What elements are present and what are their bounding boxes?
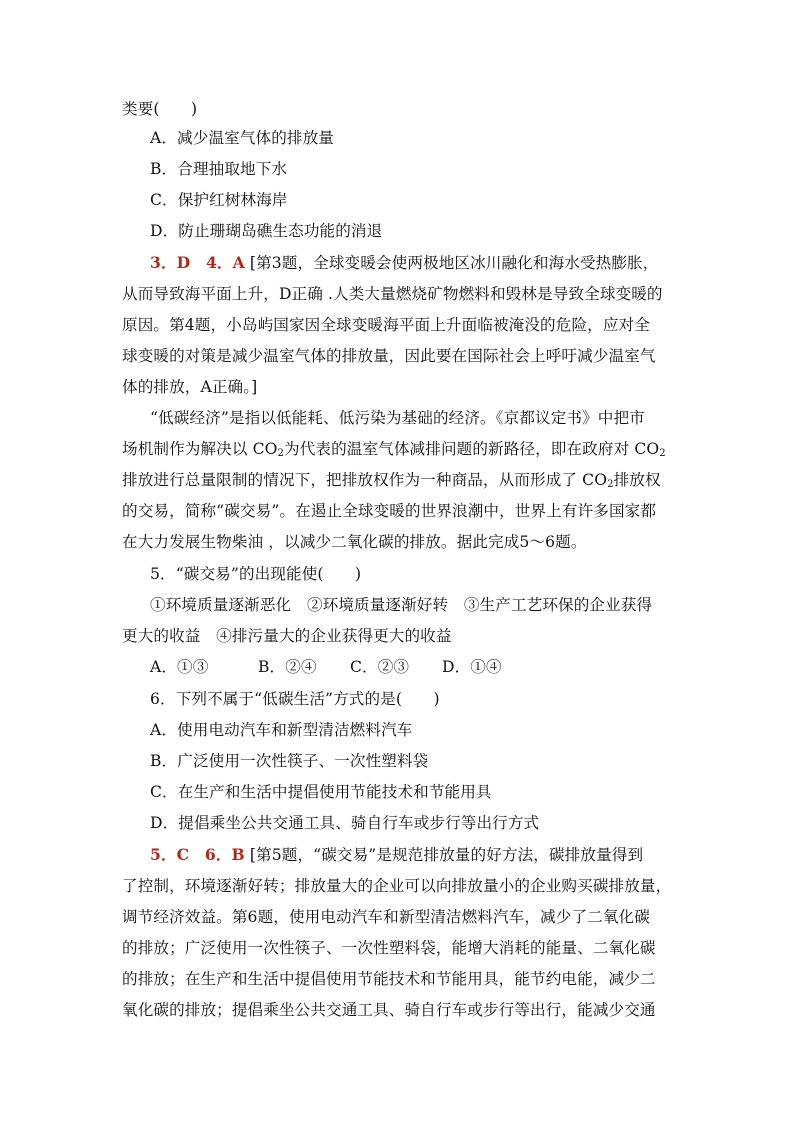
question-5-option-a: A．①③ — [150, 658, 209, 676]
question-6-stem: 6．下列不属于“低碳生活”方式的是( ) — [150, 690, 440, 708]
question-5-items-line-2: 更大的收益 ④排污量大的企业获得更大的收益 — [122, 627, 452, 645]
passage-line-3-part-1: 排放进行总量限制的情况下，把排放权作为一种商品，从而形成了 CO — [122, 471, 608, 489]
answer-3-4-line-3: 原因。第4题，小岛屿国家因全球变暖海平面上升面临被淹没的危险，应对全 — [122, 316, 650, 334]
passage-line-2-part-1: 场机制作为解决以 CO — [122, 440, 278, 458]
passage-line-4: 的交易，简称“碳交易”。在遏止全球变暖的世界浪潮中，世界上有许多国家都 — [122, 502, 657, 520]
answer-5-6-label: 5．C 6．B — [150, 845, 245, 864]
question-5-option-b: B．②④ — [258, 658, 317, 676]
question-4-option-d: D．防止珊瑚岛礁生态功能的消退 — [150, 222, 383, 240]
question-5-option-d: D．①④ — [442, 658, 502, 676]
answer-3-4-line-2: 从而导致海平面上升，D正确 .人类大量燃烧矿物燃料和毁林是导致全球变暖的 — [122, 285, 663, 303]
subscript-2: 2 — [607, 479, 614, 490]
passage-line-2 — [122, 439, 666, 459]
subscript-2: 2 — [277, 448, 284, 459]
answer-3-4-line-4: 球变暖的对策是减少温室气体的排放量，因此要在国际社会上呼吁减少温室气 — [122, 347, 656, 365]
passage-line-1: “低碳经济”是指以低能耗、低污染为基础的经济。《京都议定书》中把市 — [150, 409, 645, 427]
answer-3-4-line-1 — [150, 253, 658, 273]
passage-line-3 — [122, 470, 661, 490]
answer-3-4-line-5: 体的排放，A正确。] — [122, 378, 258, 396]
answer-5-6-line-6: 氧化碳的排放；提倡乘坐公共交通工具、骑自行车或步行等出行，能减少交通 — [122, 1001, 656, 1019]
question-6-option-b: B．广泛使用一次性筷子、一次性塑料袋 — [150, 752, 429, 770]
question-5-stem: 5．“碳交易”的出现能使( ) — [150, 565, 362, 583]
question-4-stem-end: 类要( ) — [122, 100, 198, 118]
question-5-option-c: C．②③ — [350, 658, 410, 676]
question-4-option-b: B．合理抽取地下水 — [150, 160, 288, 178]
question-4-option-c: C．保护红树林海岸 — [150, 191, 288, 209]
answer-3-4-text: [第3题，全球变暖会使两极地区冰川融化和海水受热膨胀， — [249, 254, 659, 272]
passage-line-5: 在大力发展生物柴油 ，以减少二氧化碳的排放。据此完成5～6题。 — [122, 533, 587, 551]
answer-5-6-line-2: 了控制，环境逐渐好转；排放量大的企业可以向排放量小的企业购买碳排放量， — [122, 877, 672, 895]
question-5-items-line-1: ①环境质量逐渐恶化 ②环境质量逐渐好转 ③生产工艺环保的企业获得 — [150, 596, 653, 614]
passage-line-3-part-2: 排放权 — [613, 471, 661, 489]
answer-5-6-text: [第5题，“碳交易”是规范排放量的好方法，碳排放量得到 — [249, 846, 644, 864]
subscript-2: 2 — [659, 448, 666, 459]
passage-line-2-part-2: 为代表的温室气体减排问题的新路径，即在政府对 CO — [284, 440, 660, 458]
question-6-option-d: D．提倡乘坐公共交通工具、骑自行车或步行等出行方式 — [150, 814, 540, 832]
question-4-option-a: A．减少温室气体的排放量 — [150, 129, 334, 147]
question-6-option-a: A．使用电动汽车和新型清洁燃料汽车 — [150, 721, 413, 739]
answer-5-6-line-4: 的排放；广泛使用一次性筷子、一次性塑料袋，能增大消耗的能量、二氧化碳 — [122, 939, 656, 957]
question-6-option-c: C．在生产和生活中提倡使用节能技术和节能用具 — [150, 783, 492, 801]
answer-5-6-line-1 — [150, 845, 643, 865]
answer-5-6-line-5: 的排放；在生产和生活中提倡使用节能技术和节能用具，能节约电能，减少二 — [122, 970, 656, 988]
answer-5-6-line-3: 调节经济效益。第6题，使用电动汽车和新型清洁燃料汽车，减少了二氧化碳 — [122, 908, 650, 926]
answer-3-4-label: 3．D 4．A — [150, 253, 245, 272]
